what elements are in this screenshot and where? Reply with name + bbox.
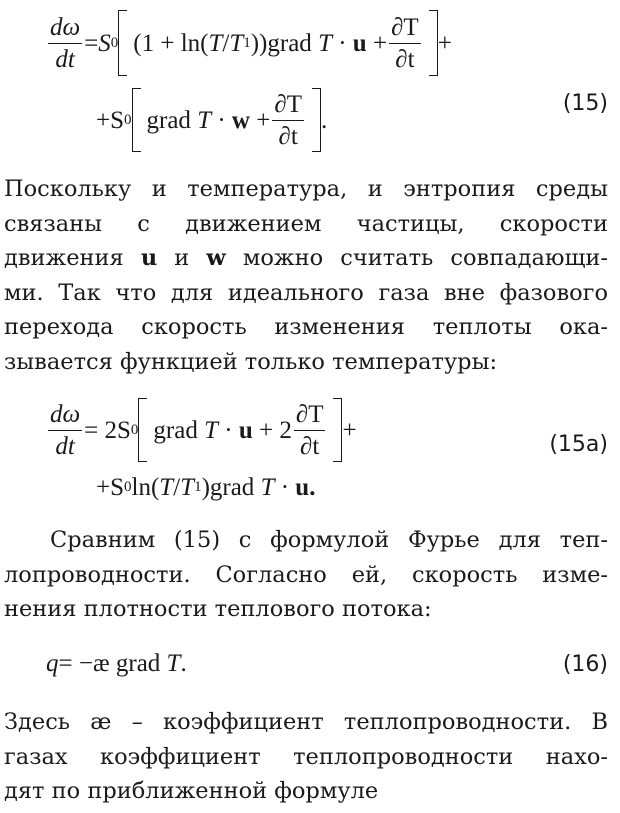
subscript: 0	[124, 479, 132, 495]
symbol-t: T	[260, 474, 275, 501]
equation-15-line-2	[96, 88, 327, 152]
equation-number-16: (16)	[562, 652, 608, 677]
vector-w: w	[231, 106, 250, 134]
vector-u: u	[295, 474, 310, 501]
paragraph-line	[4, 241, 608, 276]
fraction-domega-dt	[48, 402, 82, 459]
paragraph-line: дят по приближенной формуле	[4, 778, 379, 805]
symbol-t: T	[208, 29, 223, 57]
right-bracket	[429, 10, 438, 76]
left-bracket	[138, 398, 147, 462]
dot-operator: ·	[217, 106, 226, 134]
fraction-denominator: dt	[55, 432, 75, 460]
right-bracket	[333, 398, 342, 462]
fraction-denominator: ∂t	[300, 432, 320, 460]
paragraph-line: Сравним (15) с формулой Фурье для теп-	[50, 527, 608, 553]
slash: /	[173, 474, 181, 501]
subscript: 0	[130, 421, 139, 438]
dot-operator: ·	[224, 416, 233, 444]
fraction-denominator: dt	[55, 45, 75, 73]
dot-operator: ·	[338, 29, 347, 57]
vector-u: u	[238, 416, 253, 444]
vector-u: u	[140, 245, 158, 272]
fraction-denominator: ∂t	[278, 122, 298, 150]
equation-15-line-1	[46, 10, 452, 76]
plus-sign: +	[372, 29, 388, 57]
symbol-t: T	[197, 106, 212, 134]
paragraph-1	[4, 172, 608, 380]
equation-number-15a: (15a)	[549, 432, 608, 457]
paragraph-line: перехода скорость изменения теплоты ока-	[4, 314, 608, 341]
plus-sign: +	[342, 416, 357, 444]
term-text: = −æ grad	[58, 650, 161, 677]
paragraph-line: зывается функцией только температуры:	[4, 348, 498, 375]
paragraph-2	[4, 523, 608, 627]
text-span: можно считать совпадающи-	[225, 245, 608, 272]
fraction-numerator: ∂T	[294, 402, 326, 431]
grad-operator: grad	[153, 416, 198, 444]
text-span: и	[157, 245, 207, 272]
paragraph-3	[4, 705, 608, 809]
paragraph-line: нения плотности теплового потока:	[4, 596, 432, 623]
equation-15	[46, 10, 452, 76]
left-bracket	[118, 10, 127, 76]
term-text: (1 + ln(	[133, 29, 209, 57]
term-text: )grad	[201, 474, 255, 501]
equation-15a	[46, 398, 357, 462]
period: .	[180, 650, 187, 677]
term-text: ln(	[131, 474, 160, 501]
paragraph-line: Здесь æ – коэффициент теплопроводности. В	[4, 709, 608, 735]
equals-sign: =	[84, 29, 99, 57]
subscript: 1	[194, 479, 202, 495]
subscript: 0	[110, 34, 119, 51]
fraction-domega-dt	[48, 15, 82, 72]
plus-sign: +	[256, 106, 271, 134]
symbol-t: T	[229, 29, 244, 57]
subscript: 0	[124, 111, 132, 128]
left-bracket	[132, 88, 141, 152]
fraction-partial	[389, 15, 421, 72]
equation-16	[46, 651, 187, 676]
term-text: ))grad	[250, 29, 312, 57]
fraction-denominator: ∂t	[395, 45, 415, 73]
text-span: движения	[4, 245, 141, 272]
vector-u: u	[352, 29, 367, 57]
equals-term: = 2S	[84, 416, 131, 444]
fraction-partial	[294, 402, 326, 459]
symbol-q: q	[46, 650, 59, 677]
period: .	[309, 474, 316, 501]
symbol-t: T	[180, 474, 195, 501]
symbol-t: T	[318, 29, 332, 57]
period: .	[320, 106, 328, 134]
symbol-t: T	[204, 416, 218, 444]
equation-15a-line-2	[96, 475, 315, 500]
equation-number-15: (15)	[562, 91, 608, 116]
dot-operator: ·	[280, 474, 290, 501]
fraction-numerator: dω	[48, 402, 82, 431]
vector-w: w	[206, 245, 226, 272]
term-text: +S	[96, 474, 125, 501]
slash: /	[222, 29, 230, 57]
plus-two: + 2	[258, 416, 292, 444]
term-text: +S	[96, 106, 125, 134]
paragraph-line: Поскольку и температура, и энтропия среды	[4, 176, 608, 202]
grad-operator: grad	[146, 106, 191, 134]
paragraph-line: газах коэффициент теплопроводности нахо-	[4, 743, 608, 770]
plus-sign: +	[437, 29, 452, 57]
paragraph-line: связаны с движением частицы, скорости	[4, 210, 608, 237]
fraction-numerator: dω	[48, 15, 82, 44]
fraction-partial	[272, 92, 304, 149]
symbol-t: T	[166, 650, 181, 677]
subscript: 1	[243, 34, 251, 51]
fraction-numerator: ∂T	[389, 15, 421, 44]
paragraph-line: лопроводности. Согласно ей, скорость изме-	[4, 561, 608, 588]
symbol-t: T	[159, 474, 174, 501]
paragraph-line: ми. Так что для идеального газа вне фазового	[4, 279, 608, 306]
right-bracket	[312, 88, 321, 152]
symbol-s: S	[98, 29, 111, 57]
fraction-numerator: ∂T	[272, 92, 304, 121]
